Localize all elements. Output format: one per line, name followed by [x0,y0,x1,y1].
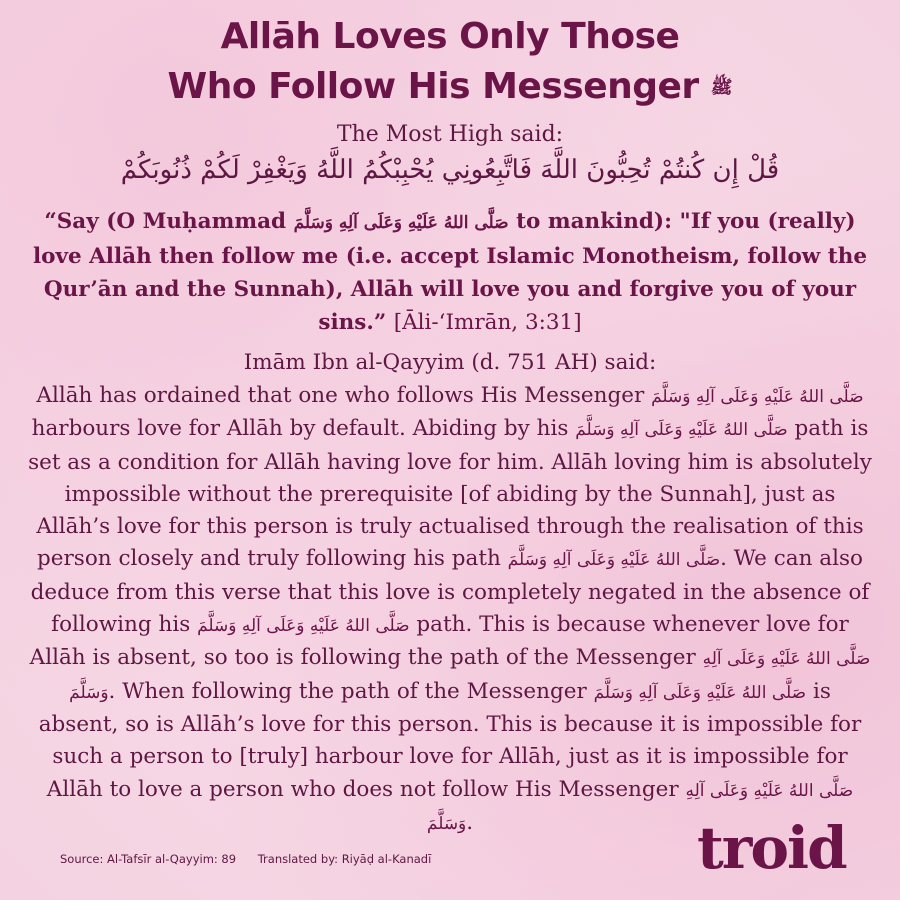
body-salutation-1: صَلَّى اللهُ عَلَيْهِ وَعَلَى آلِهِ وَسَلَّمَ [651,387,864,407]
body-salutation-2: صَلَّى اللهُ عَلَيْهِ وَعَلَى آلِهِ وَسَلَّمَ [575,420,788,441]
title-line-2 [0,62,900,113]
source-credit: Source: Al-Tafsīr al-Qayyim: 89 [60,852,237,866]
title-salutation: ﷺ [710,77,733,98]
body-salutation-4: صَلَّى اللهُ عَلَيْهِ وَعَلَى آلِهِ وَسَلَّمَ [197,616,410,637]
footer-credits [60,852,449,866]
intro-text: The Most High said: [336,122,564,147]
body-s8: . [466,809,474,835]
verse-salutation: صَلَّى اللهُ عَلَيْهِ وَعَلَى آلِهِ وَسَلَّمَ [293,213,509,233]
body-s2: harbours love for Allāh by default. Abiding by his [31,416,569,442]
title-line-2-text: Who Follow His Messenger [167,66,699,107]
body-text [28,380,872,840]
verse-part-1: “Say (O Muḥammad [44,209,287,234]
body-salutation-3: صَلَّى اللهُ عَلَيْهِ وَعَلَى آلِهِ وَسَلَّمَ [507,550,721,571]
scholar-attribution: Imām Ibn al-Qayyim (d. 751 AH) said: [243,350,657,375]
body-s3: path is set as a condition for Allāh having love for him. Allāh loving him is absolutely impossible without the prerequisite [of abiding by the Sunnah], just as Allāh’s love for this person is truly actualised through the realisation of this person closely and truly following his path [28,416,872,572]
translator-credit: Translated by: Riyāḍ al-Kanadī [257,852,432,866]
verse-translation [30,205,870,339]
verse-reference: [Āli-‘Imrān, 3:31] [393,310,582,335]
body-salutation-6: صَلَّى اللهُ عَلَيْهِ وَعَلَى آلِهِ وَسَلَّمَ [593,682,807,703]
arabic-verse: قُلْ إِن كُنتُمْ تُحِبُّونَ اللَّهَ فَاتَّبِعُونِي يُحْبِبْكُمُ اللَّهُ وَيَغْفِرْ لَكُمْ ذُنُوبَكُمْ [120,155,780,185]
verse-part-2: to mankind): "If you (really) love Allāh then follow me (i.e. accept Islamic Monotheism, follow the Qur’ān and the Sunnah), Allāh will love you and forgive you of your sins.” [32,209,868,335]
body-s5: path. This is because whenever love for Allāh is absent, so too is following the path of the Messenger [29,612,849,671]
body-s6: . When following the path of the Messenger [108,678,587,704]
body-salutation-5: صَلَّى اللهُ عَلَيْهِ وَعَلَى آلِهِ وَسَلَّمَ [69,649,871,703]
body-salutation-7: صَلَّى اللهُ عَلَيْهِ وَعَلَى آلِهِ وَسَلَّمَ [426,780,854,834]
title-line-1: Allāh Loves Only Those [220,16,680,57]
body-s7: is absent, so is Allāh’s love for this person. This is because it is impossible for such a person to [truly] harbour love for Allāh, just as it is impossible for Allāh to love a person who does not follow His Messenger [38,678,862,802]
body-s1: Allāh has ordained that one who follows His Messenger [36,383,645,408]
troid-logo: troid [697,814,846,882]
body-s4: . We can also deduce from this verse that this love is completely negated in the absence of following his [30,546,870,638]
